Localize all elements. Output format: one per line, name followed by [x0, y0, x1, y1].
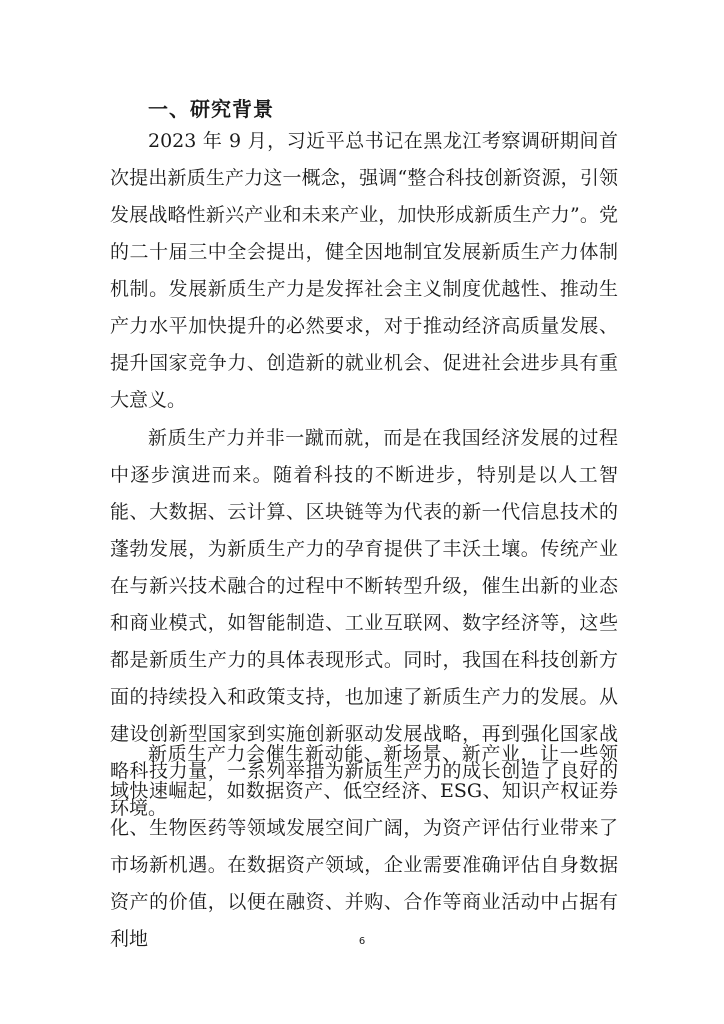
paragraph-3: 新质生产力会催生新动能、新场景、新产业，让一些领域快速崛起，如数据资产、低空经济、ESG、知识产权证券化、生物医药等领域发展空间广阔，为资产评估行业带来了市场新机遇。在数据资产领域，企业需要准确评估自身数据资产的价值，以便在融资、并购、合作等商业活动中占据有利地	[110, 743, 618, 950]
section-heading: 一、研究背景	[148, 97, 274, 121]
paragraph-1: 2023 年 9 月，习近平总书记在黑龙江考察调研期间首次提出新质生产力这一概念，强调“整合科技创新资源，引领发展战略性新兴产业和未来产业，加快形成新质生产力”。党的二十届三中全会提出，健全因地制宜发展新质生产力体制机制。发展新质生产力是发挥社会主义制度优越性、推动生产力水平加快提升的必然要求，对于推动经济高质量发展、提升国家竞争力、创造新的就业机会、促进社会进步具有重大意义。	[110, 130, 618, 411]
page-number: 6	[358, 936, 366, 947]
paragraph-2: 新质生产力并非一蹴而就，而是在我国经济发展的过程中逐步演进而来。随着科技的不断进步，特别是以人工智能、大数据、云计算、区块链等为代表的新一代信息技术的蓬勃发展，为新质生产力的孕育提供了丰沃土壤。传统产业在与新兴技术融合的过程中不断转型升级，催生出新的业态和商业模式，如智能制造、工业互联网、数字经济等，这些都是新质生产力的具体表现形式。同时，我国在科技创新方面的持续投入和政策支持，也加速了新质生产力的发展。从建设创新型国家到实施创新驱动发展战略，再到强化国家战略科技力量，一系列举措为新质生产力的成长创造了良好的环境。	[110, 427, 618, 819]
